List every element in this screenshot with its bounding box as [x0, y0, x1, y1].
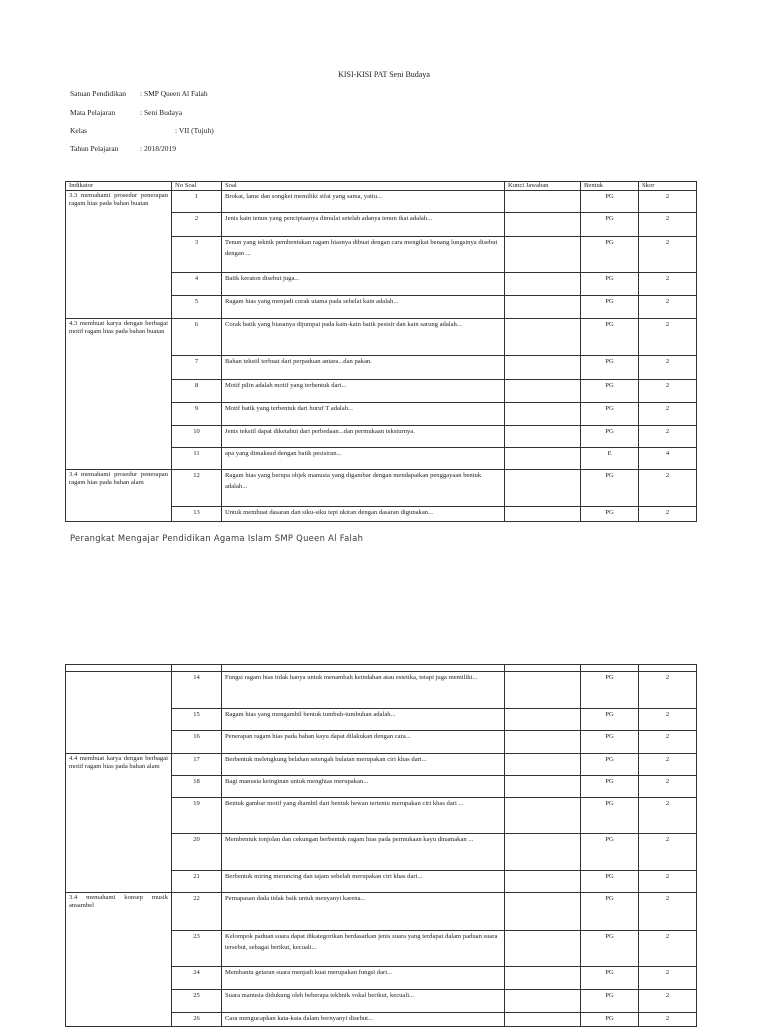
question-no: 7 [172, 356, 222, 380]
answer-key [505, 893, 581, 931]
question-score: 2 [639, 470, 697, 507]
question-text: Jenis kain tenun yang penciptaanya dimulai setelah adanya tenun ikat adalah... [222, 213, 505, 237]
question-type: PG [581, 798, 639, 834]
question-score: 2 [639, 893, 697, 931]
table-row [66, 893, 697, 931]
answer-key [505, 213, 581, 237]
question-text: Bagi manusia keinginan untuk menghias merupakan... [222, 776, 505, 798]
question-text: Motif batik yang terbentuk dari huruf T adalah... [222, 403, 505, 426]
question-score: 2 [639, 754, 697, 776]
question-type: PG [581, 967, 639, 990]
meta-value: : Seni Budaya [140, 108, 183, 117]
indicator-cell: 3.3 memahami prosedur penerapan ragam hias pada bahan buatan [66, 191, 172, 319]
table-header-row [66, 182, 697, 191]
question-text: Motif pilin adalah motif yang terbentuk dari... [222, 380, 505, 403]
question-no: 4 [172, 273, 222, 296]
meta-label: Tahun Pelajaran [70, 144, 119, 153]
question-type: PG [581, 237, 639, 273]
header-bentuk: Bentuk [581, 182, 639, 191]
answer-key [505, 931, 581, 967]
question-type: PG [581, 931, 639, 967]
question-text: Berbentuk miring meruncing dan tajam sebelah merupakan ciri khas dari... [222, 871, 505, 893]
indicator-cell: 3.4 memahami konsep musik ansambel [66, 893, 172, 1027]
question-no: 18 [172, 776, 222, 798]
question-no: 23 [172, 931, 222, 967]
question-text: Batik keraton disebut juga... [222, 273, 505, 296]
question-score: 2 [639, 990, 697, 1013]
question-type: PG [581, 213, 639, 237]
question-no: 1 [172, 191, 222, 213]
table-row [66, 672, 697, 709]
table-row [66, 319, 697, 356]
question-no: 26 [172, 1013, 222, 1027]
indicator-cell-continued [66, 672, 172, 754]
answer-key [505, 967, 581, 990]
question-type: PG [581, 356, 639, 380]
question-text: Penerapan ragam hias pada bahan kayu dapat dilakukan dengan cara... [222, 731, 505, 754]
answer-key [505, 871, 581, 893]
question-type: PG [581, 470, 639, 507]
question-no: 9 [172, 403, 222, 426]
indicator-cell: 3.4 memahami prosedur penerapan ragam hias pada bahan alam [66, 470, 172, 522]
document-title: KISI-KISI PAT Seni Budaya [338, 70, 430, 79]
question-text: Ragam hias yang mengambil bentuk tumbuh-tumbuhan adalah... [222, 709, 505, 731]
question-no: 24 [172, 967, 222, 990]
question-no: 11 [172, 448, 222, 470]
meta-label: Satuan Pendidikan [70, 89, 127, 98]
question-type: PG [581, 990, 639, 1013]
answer-key [505, 834, 581, 871]
question-score: 2 [639, 798, 697, 834]
answer-key [505, 1013, 581, 1027]
answer-key [505, 191, 581, 213]
question-score: 2 [639, 871, 697, 893]
answer-key [505, 273, 581, 296]
answer-key [505, 709, 581, 731]
question-no: 25 [172, 990, 222, 1013]
question-type: PG [581, 380, 639, 403]
meta-label: Mata Pelajaran [70, 108, 116, 117]
question-type: PG [581, 834, 639, 871]
answer-key [505, 754, 581, 776]
question-type: PG [581, 1013, 639, 1027]
question-no: 19 [172, 798, 222, 834]
question-no: 6 [172, 319, 222, 356]
question-score: 2 [639, 507, 697, 522]
question-no: 10 [172, 426, 222, 448]
question-text: Ragam hias yang berupa objek manusia yang digambar dengan mendapatkan penggayaan bentuk adalah... [222, 470, 505, 507]
question-type: PG [581, 296, 639, 319]
answer-key [505, 798, 581, 834]
question-text: Ragam hias yang menjadi corak utama pada sehelai kain adalah... [222, 296, 505, 319]
header-soal: Soal [222, 182, 505, 191]
question-text: Corak batik yang biasanya dijumpai pada kain-kain batik pesisir dan kain sarung adalah... [222, 319, 505, 356]
empty-header-cell [222, 665, 505, 672]
question-type: E [581, 448, 639, 470]
question-no: 3 [172, 237, 222, 273]
question-score: 2 [639, 380, 697, 403]
question-score: 2 [639, 672, 697, 709]
question-score: 2 [639, 296, 697, 319]
question-text: Pernapasan dada tidak baik untuk menyanyi karena... [222, 893, 505, 931]
question-type: PG [581, 403, 639, 426]
answer-key [505, 507, 581, 522]
question-score: 2 [639, 403, 697, 426]
question-score: 2 [639, 776, 697, 798]
question-no: 8 [172, 380, 222, 403]
answer-key [505, 990, 581, 1013]
question-score: 2 [639, 191, 697, 213]
question-no: 22 [172, 893, 222, 931]
question-text: Fungsi ragam hias tidak hanya untuk menambah keindahan atau estetika, tetapi juga memiliki... [222, 672, 505, 709]
question-type: PG [581, 709, 639, 731]
answer-key [505, 403, 581, 426]
answer-key [505, 776, 581, 798]
question-type: PG [581, 507, 639, 522]
answer-key [505, 426, 581, 448]
question-type: PG [581, 319, 639, 356]
question-type: PG [581, 672, 639, 709]
answer-key [505, 237, 581, 273]
empty-header-cell [66, 665, 172, 672]
question-no: 17 [172, 754, 222, 776]
header-indikator: Indikator [66, 182, 172, 191]
question-no: 12 [172, 470, 222, 507]
question-no: 20 [172, 834, 222, 871]
question-score: 2 [639, 931, 697, 967]
answer-key [505, 470, 581, 507]
kisi-kisi-table-page2 [65, 664, 697, 1027]
empty-header-cell [172, 665, 222, 672]
meta-value: : VII (Tujuh) [175, 126, 214, 135]
question-no: 5 [172, 296, 222, 319]
header-no-soal: No Soal [172, 182, 222, 191]
indicator-cell: 4.3 membuat karya dengan berbagai motif ragam hias pada bahan buatan [66, 319, 172, 470]
question-no: 13 [172, 507, 222, 522]
question-no: 14 [172, 672, 222, 709]
question-type: PG [581, 273, 639, 296]
question-type: PG [581, 754, 639, 776]
question-type: PG [581, 776, 639, 798]
question-score: 4 [639, 448, 697, 470]
question-type: PG [581, 731, 639, 754]
answer-key [505, 672, 581, 709]
question-score: 2 [639, 834, 697, 871]
question-score: 2 [639, 731, 697, 754]
question-text: Membantu getaran suara menjadi kuat merupakan fungsi dari... [222, 967, 505, 990]
meta-value: : 2018/2019 [140, 144, 177, 153]
question-text: Cara mengucapkan kata-kata dalam bernyanyi disebut... [222, 1013, 505, 1027]
answer-key [505, 380, 581, 403]
question-no: 16 [172, 731, 222, 754]
question-score: 2 [639, 426, 697, 448]
header-skor: Skor [639, 182, 697, 191]
question-score: 2 [639, 709, 697, 731]
meta-label: Kelas [70, 126, 88, 135]
question-no: 15 [172, 709, 222, 731]
page-footer: Perangkat Mengajar Pendidikan Agama Islam SMP Queen Al Falah [70, 533, 364, 543]
answer-key [505, 319, 581, 356]
table-row [66, 754, 697, 776]
question-text: Untuk membuat dasaran dan siku-siku tepi ukiran dengan dasaran digunakan... [222, 507, 505, 522]
table-row [66, 191, 697, 213]
answer-key [505, 356, 581, 380]
question-type: PG [581, 426, 639, 448]
question-no: 21 [172, 871, 222, 893]
question-no: 2 [172, 213, 222, 237]
question-type: PG [581, 191, 639, 213]
answer-key [505, 448, 581, 470]
question-text: Jenis tekstil dapat diketahui dari perbedaan...dan permukaan teksturnya. [222, 426, 505, 448]
question-text: Kelompok paduan suara dapat dikategorikan berdasarkan jenis suara yang terdapat dalam paduan suara tersebut, sebagai berikut, kecuali... [222, 931, 505, 967]
kisi-kisi-table-page1 [65, 181, 697, 522]
question-text: Bahan tekstil terbuat dari perpaduan antara...dan pakan. [222, 356, 505, 380]
question-text: Brokat, lame dan songket memiliki sifat yang sama, yaitu... [222, 191, 505, 213]
question-score: 2 [639, 237, 697, 273]
answer-key [505, 731, 581, 754]
question-score: 2 [639, 1013, 697, 1027]
question-text: Berbentuk melengkung belahan setengah bulatan merupakan ciri khas dari... [222, 754, 505, 776]
answer-key [505, 296, 581, 319]
empty-header-cell [505, 665, 581, 672]
question-type: PG [581, 893, 639, 931]
meta-value: : SMP Queen Al Falah [140, 89, 208, 98]
table-header-row-empty [66, 665, 697, 672]
question-text: Suara manusia didukung oleh beberapa tekhnik vokal berikut, kecuali... [222, 990, 505, 1013]
question-text: apa yang dimaksud dengan batik pesisiran... [222, 448, 505, 470]
question-score: 2 [639, 967, 697, 990]
table-row [66, 470, 697, 507]
empty-header-cell [639, 665, 697, 672]
question-score: 2 [639, 319, 697, 356]
question-score: 2 [639, 356, 697, 380]
question-type: PG [581, 871, 639, 893]
question-text: Bentuk gambar motif yang diambil dari bentuk hewan tertentu merupakan ciri khas dari ... [222, 798, 505, 834]
indicator-cell: 4.4 membuat karya dengan berbagai motif ragam hias pada bahan alam [66, 754, 172, 893]
empty-header-cell [581, 665, 639, 672]
question-score: 2 [639, 213, 697, 237]
question-text: Tenun yang teknik pembentukan ragam hiasnya dibuat dengan cara mengikat benang lungsinya disebut dengan ... [222, 237, 505, 273]
question-score: 2 [639, 273, 697, 296]
question-text: Membentuk tonjolan dan cekungan berbentuk ragam hias pada permukaan kayu dinamakan ... [222, 834, 505, 871]
header-kunci-jawaban: Kunci Jawaban [505, 182, 581, 191]
